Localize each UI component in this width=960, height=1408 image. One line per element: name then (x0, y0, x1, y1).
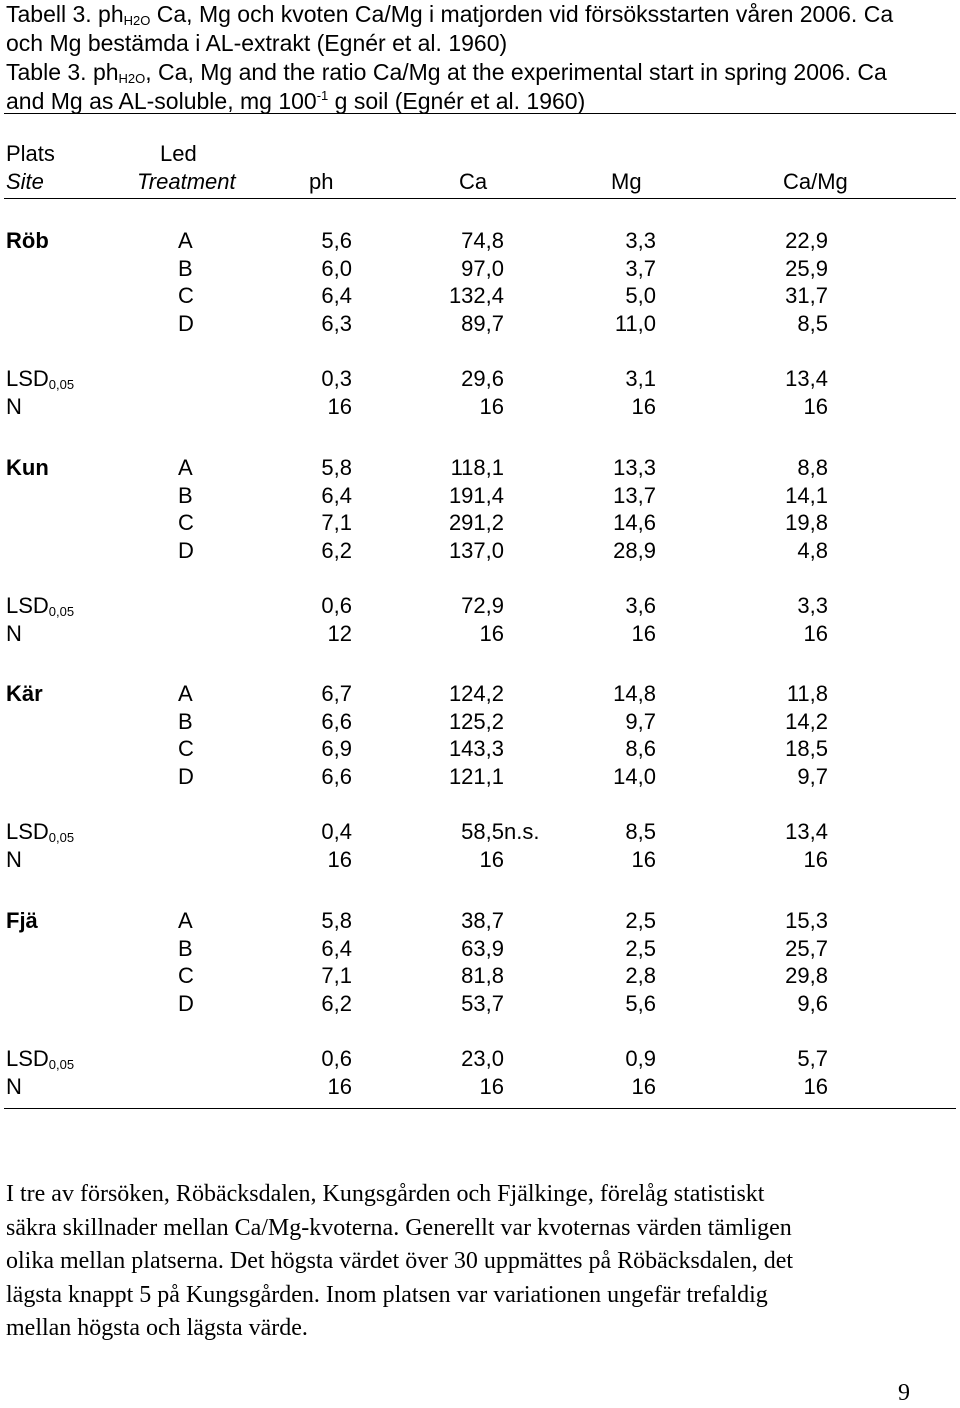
ca-cell: 143,3 (448, 736, 504, 761)
lsd-label-subscript: 0,05 (48, 377, 75, 392)
site-name: Röb (6, 228, 49, 253)
table-row (0, 907, 960, 935)
ca-cell: 125,2 (448, 708, 504, 734)
n-mg-cell: 16 (631, 393, 656, 419)
ca-cell: 121,1 (448, 763, 504, 789)
lsd-label-subscript: 0,05 (48, 604, 75, 619)
ca-mg-cell: 25,7 (785, 935, 828, 961)
treatment-cell: C (178, 283, 194, 308)
mg-cell: 11,0 (614, 310, 656, 336)
ca-mg-cell: 25,9 (785, 255, 828, 281)
lsd-label (6, 592, 74, 620)
mg-cell: 28,9 (613, 537, 656, 563)
treatment-cell: D (178, 537, 194, 563)
treatment-cell: C (178, 736, 194, 761)
mg-cell: 3,3 (625, 228, 656, 253)
n-row (0, 846, 960, 874)
lsd-row (0, 365, 960, 393)
mg-cell: 5,0 (625, 283, 656, 308)
treatment-cell: A (178, 228, 193, 253)
ca-cell: 191,4 (448, 482, 504, 508)
ca-cell: 74,8 (461, 228, 504, 253)
lsd-ca-mg-cell: 3,3 (797, 593, 828, 618)
treatment-cell: A (178, 681, 193, 706)
ca-mg-cell: 11,8 (786, 681, 828, 706)
n-mg-cell: 16 (631, 1073, 656, 1099)
n-mg-cell: 16 (631, 846, 656, 872)
n-ca-cell: 16 (479, 846, 504, 872)
table-row (0, 227, 960, 255)
lsd-mg-cell: 0,9 (625, 1046, 656, 1071)
caption-superscript: -1 (316, 88, 329, 103)
ca-mg-cell: 19,8 (785, 510, 828, 535)
table-row (0, 454, 960, 482)
table-row (0, 282, 960, 310)
ph-cell: 5,8 (321, 908, 352, 933)
ca-cell: 89,7 (461, 310, 504, 336)
n-row (0, 393, 960, 421)
lsd-ph-cell: 0,6 (321, 1046, 352, 1071)
caption-english-line-1 (6, 58, 956, 87)
lsd-ph-cell: 0,4 (321, 819, 352, 844)
caption-text: Tabell 3. ph (6, 1, 124, 27)
table-row (0, 962, 960, 990)
ca-mg-cell: 15,3 (785, 908, 828, 933)
ca-cell: 291,2 (448, 510, 504, 535)
caption-text: Table 3. ph (6, 59, 119, 85)
treatment-cell: A (178, 455, 193, 480)
body-paragraph (6, 1178, 956, 1346)
mg-cell: 14,0 (613, 763, 656, 789)
caption-text: and Mg as AL-soluble, mg 100 (6, 88, 317, 114)
caption-swedish-line-2: och Mg bestämda i AL-extrakt (Egnér et al. 1960) (6, 30, 508, 56)
n-label: N (6, 846, 22, 872)
mg-cell: 13,7 (613, 482, 656, 508)
ca-cell: 63,9 (461, 935, 504, 961)
header-ca: Ca (459, 169, 488, 194)
ca-cell: 81,8 (461, 963, 504, 988)
lsd-label-text: LSD (6, 819, 49, 844)
n-ca-cell: 16 (479, 620, 504, 646)
ph-cell: 5,6 (321, 228, 352, 253)
table-row (0, 990, 960, 1018)
lsd-label-subscript: 0,05 (48, 830, 75, 845)
header-ca-mg: Ca/Mg (783, 169, 848, 194)
page-number: 9 (898, 1380, 910, 1406)
lsd-ph-cell: 0,3 (321, 366, 352, 391)
lsd-ca-mg-cell: 13,4 (785, 366, 828, 391)
n-ca-cell: 16 (479, 1073, 504, 1099)
lsd-label-text: LSD (6, 366, 49, 391)
ca-cell: 137,0 (448, 537, 504, 563)
treatment-cell: D (178, 310, 194, 336)
header-treatment: Treatment (137, 169, 236, 194)
table-header-row-2 (0, 168, 960, 196)
mg-cell: 14,8 (613, 681, 656, 706)
ph-cell: 7,1 (321, 963, 352, 988)
ca-cell: 38,7 (461, 908, 504, 933)
treatment-cell: D (178, 990, 194, 1016)
lsd-mg-cell: 8,5 (625, 819, 656, 844)
ph-cell: 6,6 (321, 763, 352, 789)
ca-mg-cell: 14,2 (785, 708, 828, 734)
ca-cell: 118,1 (450, 455, 504, 480)
paragraph-line: olika mellan platserna. Det högsta värdet över 30 uppmättes på Röbäcksdalen, det (6, 1248, 794, 1274)
ph-cell: 6,2 (321, 537, 352, 563)
table-row (0, 482, 960, 510)
table-row (0, 735, 960, 763)
n-ca-mg-cell: 16 (803, 1073, 828, 1099)
ca-mg-cell: 4,8 (797, 537, 828, 563)
treatment-cell: D (178, 763, 194, 789)
header-led: Led (160, 141, 197, 166)
lsd-ca-cell: 23,0 (461, 1046, 504, 1071)
ph-cell: 6,6 (321, 708, 352, 734)
table-caption (6, 0, 956, 116)
lsd-mg-cell: 3,6 (625, 593, 656, 618)
lsd-label (6, 818, 74, 846)
n-label: N (6, 393, 22, 419)
caption-text: g soil (Egnér et al. 1960) (328, 88, 586, 114)
ca-cell: 132,4 (448, 283, 504, 308)
paragraph-line: säkra skillnader mellan Ca/Mg-kvoterna. Generellt var kvoternas värden tämligen (6, 1214, 792, 1241)
n-ca-mg-cell: 16 (803, 846, 828, 872)
ph-cell: 7,1 (321, 510, 352, 535)
lsd-ca-cell: 72,9 (461, 593, 504, 618)
header-ph: ph (309, 169, 334, 194)
header-site: Site (6, 169, 44, 194)
n-label: N (6, 1073, 22, 1099)
table-row (0, 680, 960, 708)
ph-cell: 6,4 (321, 283, 352, 308)
lsd-ca-cell: 58,5 (461, 819, 504, 844)
site-name: Kär (6, 681, 43, 706)
mg-cell: 2,5 (625, 908, 656, 933)
mg-cell: 14,6 (613, 510, 656, 535)
site-name: Kun (6, 455, 49, 480)
ca-cell: 124,2 (448, 681, 504, 706)
ph-cell: 6,4 (321, 935, 352, 961)
ca-cell: 53,7 (461, 990, 504, 1016)
lsd-ca-mg-cell: 5,7 (797, 1046, 828, 1071)
lsd-row (0, 592, 960, 620)
lsd-ca-not-significant: n.s. (504, 819, 540, 844)
table-row (0, 509, 960, 537)
ca-mg-cell: 18,5 (785, 736, 828, 761)
lsd-ph-cell: 0,6 (321, 593, 352, 618)
treatment-cell: C (178, 510, 194, 535)
table-row (0, 763, 960, 791)
ca-mg-cell: 9,6 (797, 990, 828, 1016)
paragraph-line: I tre av försöken, Röbäcksdalen, Kungsgården och Fjälkinge, förelåg statistiskt (6, 1181, 765, 1207)
lsd-ca-mg-cell: 13,4 (785, 819, 828, 844)
caption-text: , Ca, Mg and the ratio Ca/Mg at the experimental start in spring 2006. Ca (145, 59, 887, 85)
mg-cell: 13,3 (613, 455, 656, 480)
site-name: Fjä (6, 908, 38, 933)
treatment-cell: B (178, 708, 193, 734)
table-row (0, 708, 960, 736)
n-ph-cell: 16 (327, 393, 352, 419)
n-mg-cell: 16 (631, 620, 656, 646)
table-header-row-1 (0, 140, 960, 168)
caption-subscript: H2O (123, 13, 151, 28)
lsd-ca-cell: 29,6 (461, 366, 504, 391)
n-ca-mg-cell: 16 (803, 393, 828, 419)
table-bottom-rule (4, 1108, 956, 1109)
mg-cell: 9,7 (625, 708, 656, 734)
treatment-cell: B (178, 935, 193, 961)
paragraph-line: lägsta knappt 5 på Kungsgården. Inom platsen var variationen ungefär trefaldig (6, 1281, 768, 1308)
ph-cell: 6,4 (321, 482, 352, 508)
n-label: N (6, 620, 22, 646)
lsd-label (6, 365, 74, 393)
mg-cell: 8,6 (625, 736, 656, 761)
lsd-row (0, 818, 960, 846)
treatment-cell: B (178, 482, 193, 508)
n-ph-cell: 12 (327, 620, 352, 646)
mg-cell: 2,5 (625, 935, 656, 961)
n-ca-cell: 16 (479, 393, 504, 419)
ca-mg-cell: 22,9 (785, 228, 828, 253)
caption-subscript: H2O (118, 71, 146, 86)
ph-cell: 6,0 (321, 255, 352, 281)
mg-cell: 3,7 (625, 255, 656, 281)
mg-cell: 5,6 (625, 990, 656, 1016)
n-ph-cell: 16 (327, 1073, 352, 1099)
treatment-cell: B (178, 255, 193, 281)
n-row (0, 1073, 960, 1101)
ca-mg-cell: 29,8 (785, 963, 828, 988)
ca-mg-cell: 14,1 (785, 482, 828, 508)
ph-cell: 6,9 (321, 736, 352, 761)
ca-mg-cell: 8,5 (797, 310, 828, 336)
ca-mg-cell: 9,7 (797, 763, 828, 789)
lsd-label-text: LSD (6, 593, 49, 618)
ca-mg-cell: 8,8 (797, 455, 828, 480)
treatment-cell: A (178, 908, 193, 933)
caption-english-line-2 (6, 87, 956, 116)
caption-text: Ca, Mg och kvoten Ca/Mg i matjorden vid försöksstarten våren 2006. Ca (150, 1, 894, 27)
lsd-row (0, 1045, 960, 1073)
mg-cell: 2,8 (625, 963, 656, 988)
caption-swedish-line-1 (6, 0, 956, 29)
ca-mg-cell: 31,7 (785, 283, 828, 308)
ca-cell: 97,0 (461, 255, 504, 281)
lsd-label-text: LSD (6, 1046, 49, 1071)
paragraph-line: mellan högsta och lägsta värde. (6, 1315, 308, 1341)
ph-cell: 5,8 (321, 455, 352, 480)
lsd-label-subscript: 0,05 (48, 1057, 75, 1072)
lsd-label (6, 1045, 74, 1073)
header-plats: Plats (6, 141, 55, 166)
table-row (0, 537, 960, 565)
n-ca-mg-cell: 16 (803, 620, 828, 646)
table-row (0, 310, 960, 338)
treatment-cell: C (178, 963, 194, 988)
ph-cell: 6,7 (321, 681, 352, 706)
lsd-mg-cell: 3,1 (625, 366, 656, 391)
ph-cell: 6,2 (321, 990, 352, 1016)
table-row (0, 935, 960, 963)
table-top-rule (4, 113, 956, 114)
n-ph-cell: 16 (327, 846, 352, 872)
ph-cell: 6,3 (321, 310, 352, 336)
header-mg: Mg (611, 169, 642, 194)
table-row (0, 255, 960, 283)
n-row (0, 620, 960, 648)
table-header-rule (4, 198, 956, 199)
